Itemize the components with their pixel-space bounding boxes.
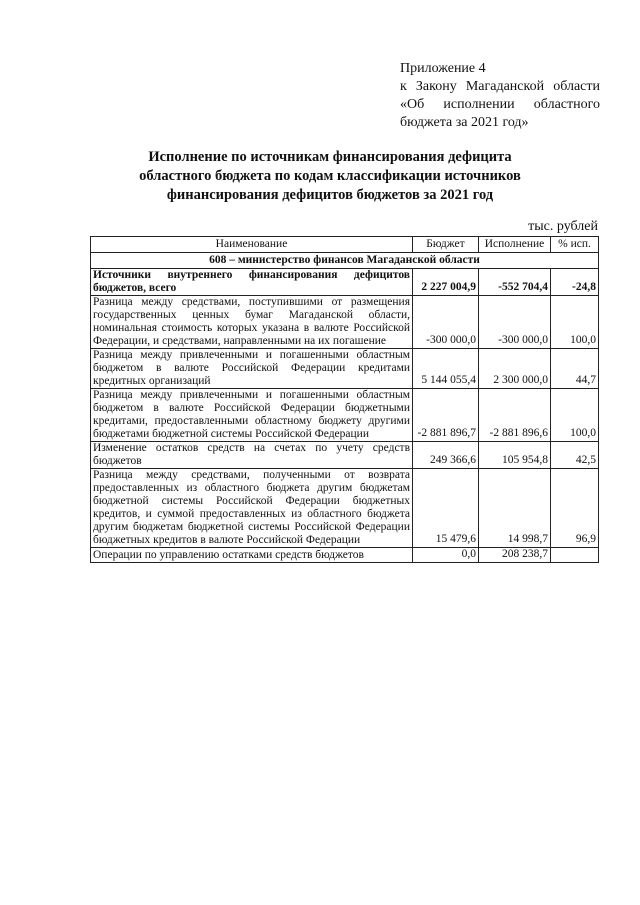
header-percent: % исп. [551, 237, 599, 253]
row-budget: -2 881 896,7 [413, 389, 479, 442]
row-budget: 2 227 004,9 [413, 269, 479, 296]
table-row [91, 296, 599, 349]
ministry-row [91, 253, 599, 269]
row-execution: 105 954,8 [479, 442, 551, 469]
row-budget: 15 479,6 [413, 469, 479, 548]
row-execution: -552 704,4 [479, 269, 551, 296]
sources-table [90, 236, 599, 563]
row-budget: 5 144 055,4 [413, 349, 479, 389]
units-label: тыс. рублей [528, 219, 598, 234]
row-name: Источники внутреннего финансирования дефицитов бюджетов, всего [91, 269, 413, 296]
table-row [91, 442, 599, 469]
row-budget: 0,0 [413, 548, 479, 563]
row-budget: -300 000,0 [413, 296, 479, 349]
row-percent: 44,7 [551, 349, 599, 389]
row-execution: 208 238,7 [479, 548, 551, 563]
row-execution: 14 998,7 [479, 469, 551, 548]
appendix-line: бюджета за 2021 год» [400, 115, 529, 130]
table-row [91, 548, 599, 563]
row-percent: 100,0 [551, 296, 599, 349]
table-row [91, 269, 599, 296]
row-name: Разница между средствами, полученными от возврата предоставленных из областного бюджета другим бюджетам бюджетной системы Российской Федерации бюджетных кредитов, и суммой предоставленных из областного бюджета другим бюджетам бюджетной системы Российской Федерации бюджетных кредитов в валюте Российской Федерации [91, 469, 413, 548]
row-execution: -300 000,0 [479, 296, 551, 349]
header-execution: Исполнение [479, 237, 551, 253]
row-budget: 249 366,6 [413, 442, 479, 469]
title-line: Исполнение по источникам финансирования дефицита [148, 149, 512, 165]
row-percent: 42,5 [551, 442, 599, 469]
table-row [91, 349, 599, 389]
header-name: Наименование [91, 237, 413, 253]
row-execution: -2 881 896,6 [479, 389, 551, 442]
appendix-line: к Закону Магаданской области [400, 79, 600, 94]
appendix-line: Приложение 4 [400, 61, 486, 76]
row-percent [551, 548, 599, 563]
table-header-row [91, 237, 599, 253]
row-percent: 96,9 [551, 469, 599, 548]
row-name: Разница между средствами, поступившими от размещения государственных ценных бумаг Магаданской области, номинальная стоимость которых указана в валюте Российской Федерации, и средствами, направленными на их погашение [91, 296, 413, 349]
row-name: Изменение остатков средств на счетах по учету средств бюджетов [91, 442, 413, 469]
row-execution: 2 300 000,0 [479, 349, 551, 389]
document-title [120, 148, 540, 205]
ministry-label: 608 – министерство финансов Магаданской области [91, 253, 599, 269]
header-budget: Бюджет [413, 237, 479, 253]
title-line: финансирования дефицитов бюджетов за 2021 год [166, 187, 494, 203]
appendix-line: «Об исполнении областного [400, 97, 600, 112]
row-percent: -24,8 [551, 269, 599, 296]
title-line: областного бюджета по кодам классификации источников [139, 168, 521, 184]
row-name: Разница между привлеченными и погашенными областным бюджетом в валюте Российской Федерации кредитами кредитных организаций [91, 349, 413, 389]
row-percent: 100,0 [551, 389, 599, 442]
table-row [91, 389, 599, 442]
appendix-block [400, 60, 600, 132]
table-row [91, 469, 599, 548]
row-name: Операции по управлению остатками средств бюджетов [91, 548, 413, 563]
row-name: Разница между привлеченными и погашенными областным бюджетом в валюте Российской Федерации бюджетными кредитами, предоставленными областному бюджету другими бюджетами бюджетной системы Российской Федерации [91, 389, 413, 442]
